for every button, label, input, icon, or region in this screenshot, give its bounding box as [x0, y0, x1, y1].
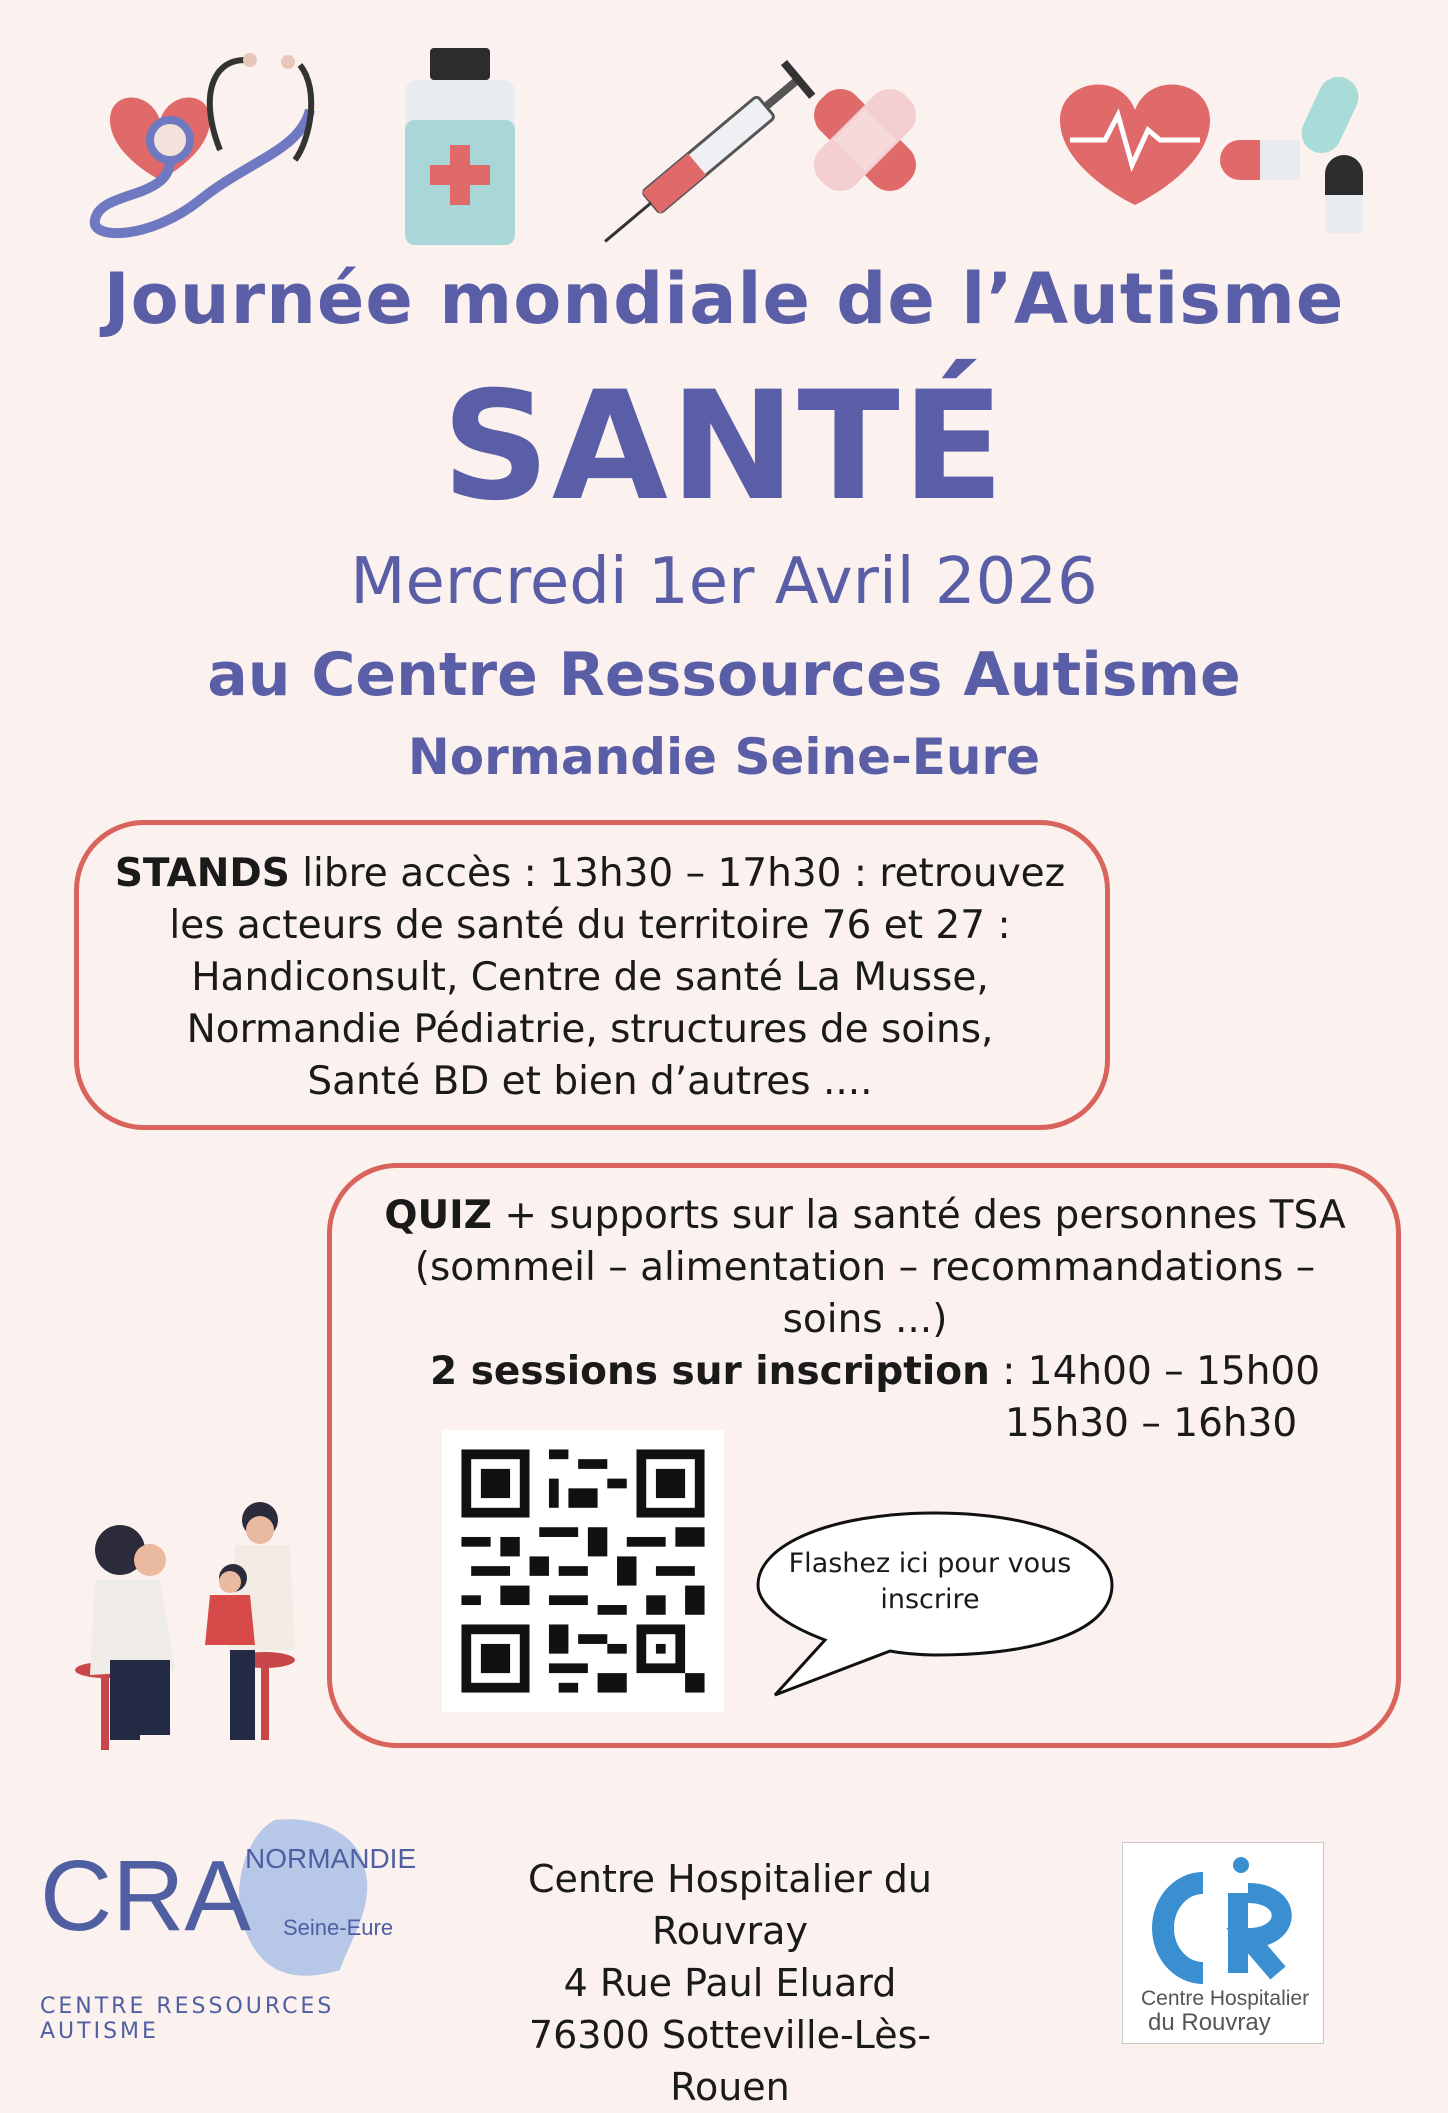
stands-line: les acteurs de santé du territoire 76 et 27 : [169, 903, 1011, 948]
doctor-child-illustration [65, 1500, 325, 1770]
cra-logo-region: NORMANDIE [245, 1843, 417, 1874]
chr-logo-text: Centre Hospitalier [1141, 1987, 1310, 2010]
sessions-label: 2 sessions sur inscription [430, 1349, 990, 1394]
address-line: Centre Hospitalier du Rouvray [527, 1857, 933, 1953]
event-place: au Centre Ressources Autisme [207, 640, 1241, 710]
headline: SANTÉ [441, 360, 1007, 534]
chr-logo [1122, 1842, 1324, 2044]
header-icons [60, 40, 1390, 250]
quiz-text [335, 1190, 1395, 1346]
stands-text [90, 848, 1090, 1108]
session-time: : 14h00 – 15h00 [989, 1349, 1321, 1394]
chr-logo-text: du Rouvray [1148, 2009, 1271, 2036]
medicine-bottle-icon [405, 48, 515, 245]
bandage-icon [805, 80, 925, 200]
address-line: 4 Rue Paul Eluard [563, 1961, 897, 2005]
address-line: 76300 Sotteville-Lès-Rouen [528, 2013, 932, 2109]
syringe-icon [591, 60, 815, 250]
cra-logo-text: CRA [40, 1840, 252, 1952]
quiz-line: (sommeil – alimentation – recommandations – [414, 1245, 1316, 1290]
heartbeat-icon [1060, 85, 1210, 205]
qr-instruction: Flashez ici pour vous inscrire [788, 1548, 1072, 1615]
stands-label: STANDS [114, 851, 290, 896]
stands-line: Santé BD et bien d’autres .... [307, 1059, 873, 1104]
chr-logo-icon [1123, 1843, 1323, 2043]
stands-line: libre accès : 13h30 – 17h30 : retrouvez [289, 851, 1066, 896]
quiz-line: soins ...) [782, 1297, 948, 1342]
qr-code[interactable] [442, 1430, 724, 1712]
page-title: Journée mondiale de l’Autisme [103, 258, 1345, 340]
event-place-region: Normandie Seine-Eure [407, 728, 1041, 786]
quiz-label: QUIZ [384, 1193, 492, 1238]
stands-line: Handiconsult, Centre de santé La Musse, [191, 955, 989, 1000]
qr-code-icon [442, 1430, 724, 1712]
event-date: Mercredi 1er Avril 2026 [350, 545, 1098, 619]
address [470, 1853, 990, 2113]
pills-icon [1220, 70, 1365, 233]
cra-logo [30, 1810, 450, 1990]
cra-logo-subregion: Seine-Eure [283, 1915, 394, 1940]
stands-line: Normandie Pédiatrie, structures de soins, [186, 1007, 994, 1052]
session-time: 15h30 – 16h30 [1005, 1401, 1298, 1446]
heart-stethoscope-icon [95, 53, 311, 233]
quiz-line: + supports sur la santé des personnes TSA [491, 1193, 1346, 1238]
cra-full-name: CENTRE RESSOURCES AUTISME [40, 1994, 335, 2044]
